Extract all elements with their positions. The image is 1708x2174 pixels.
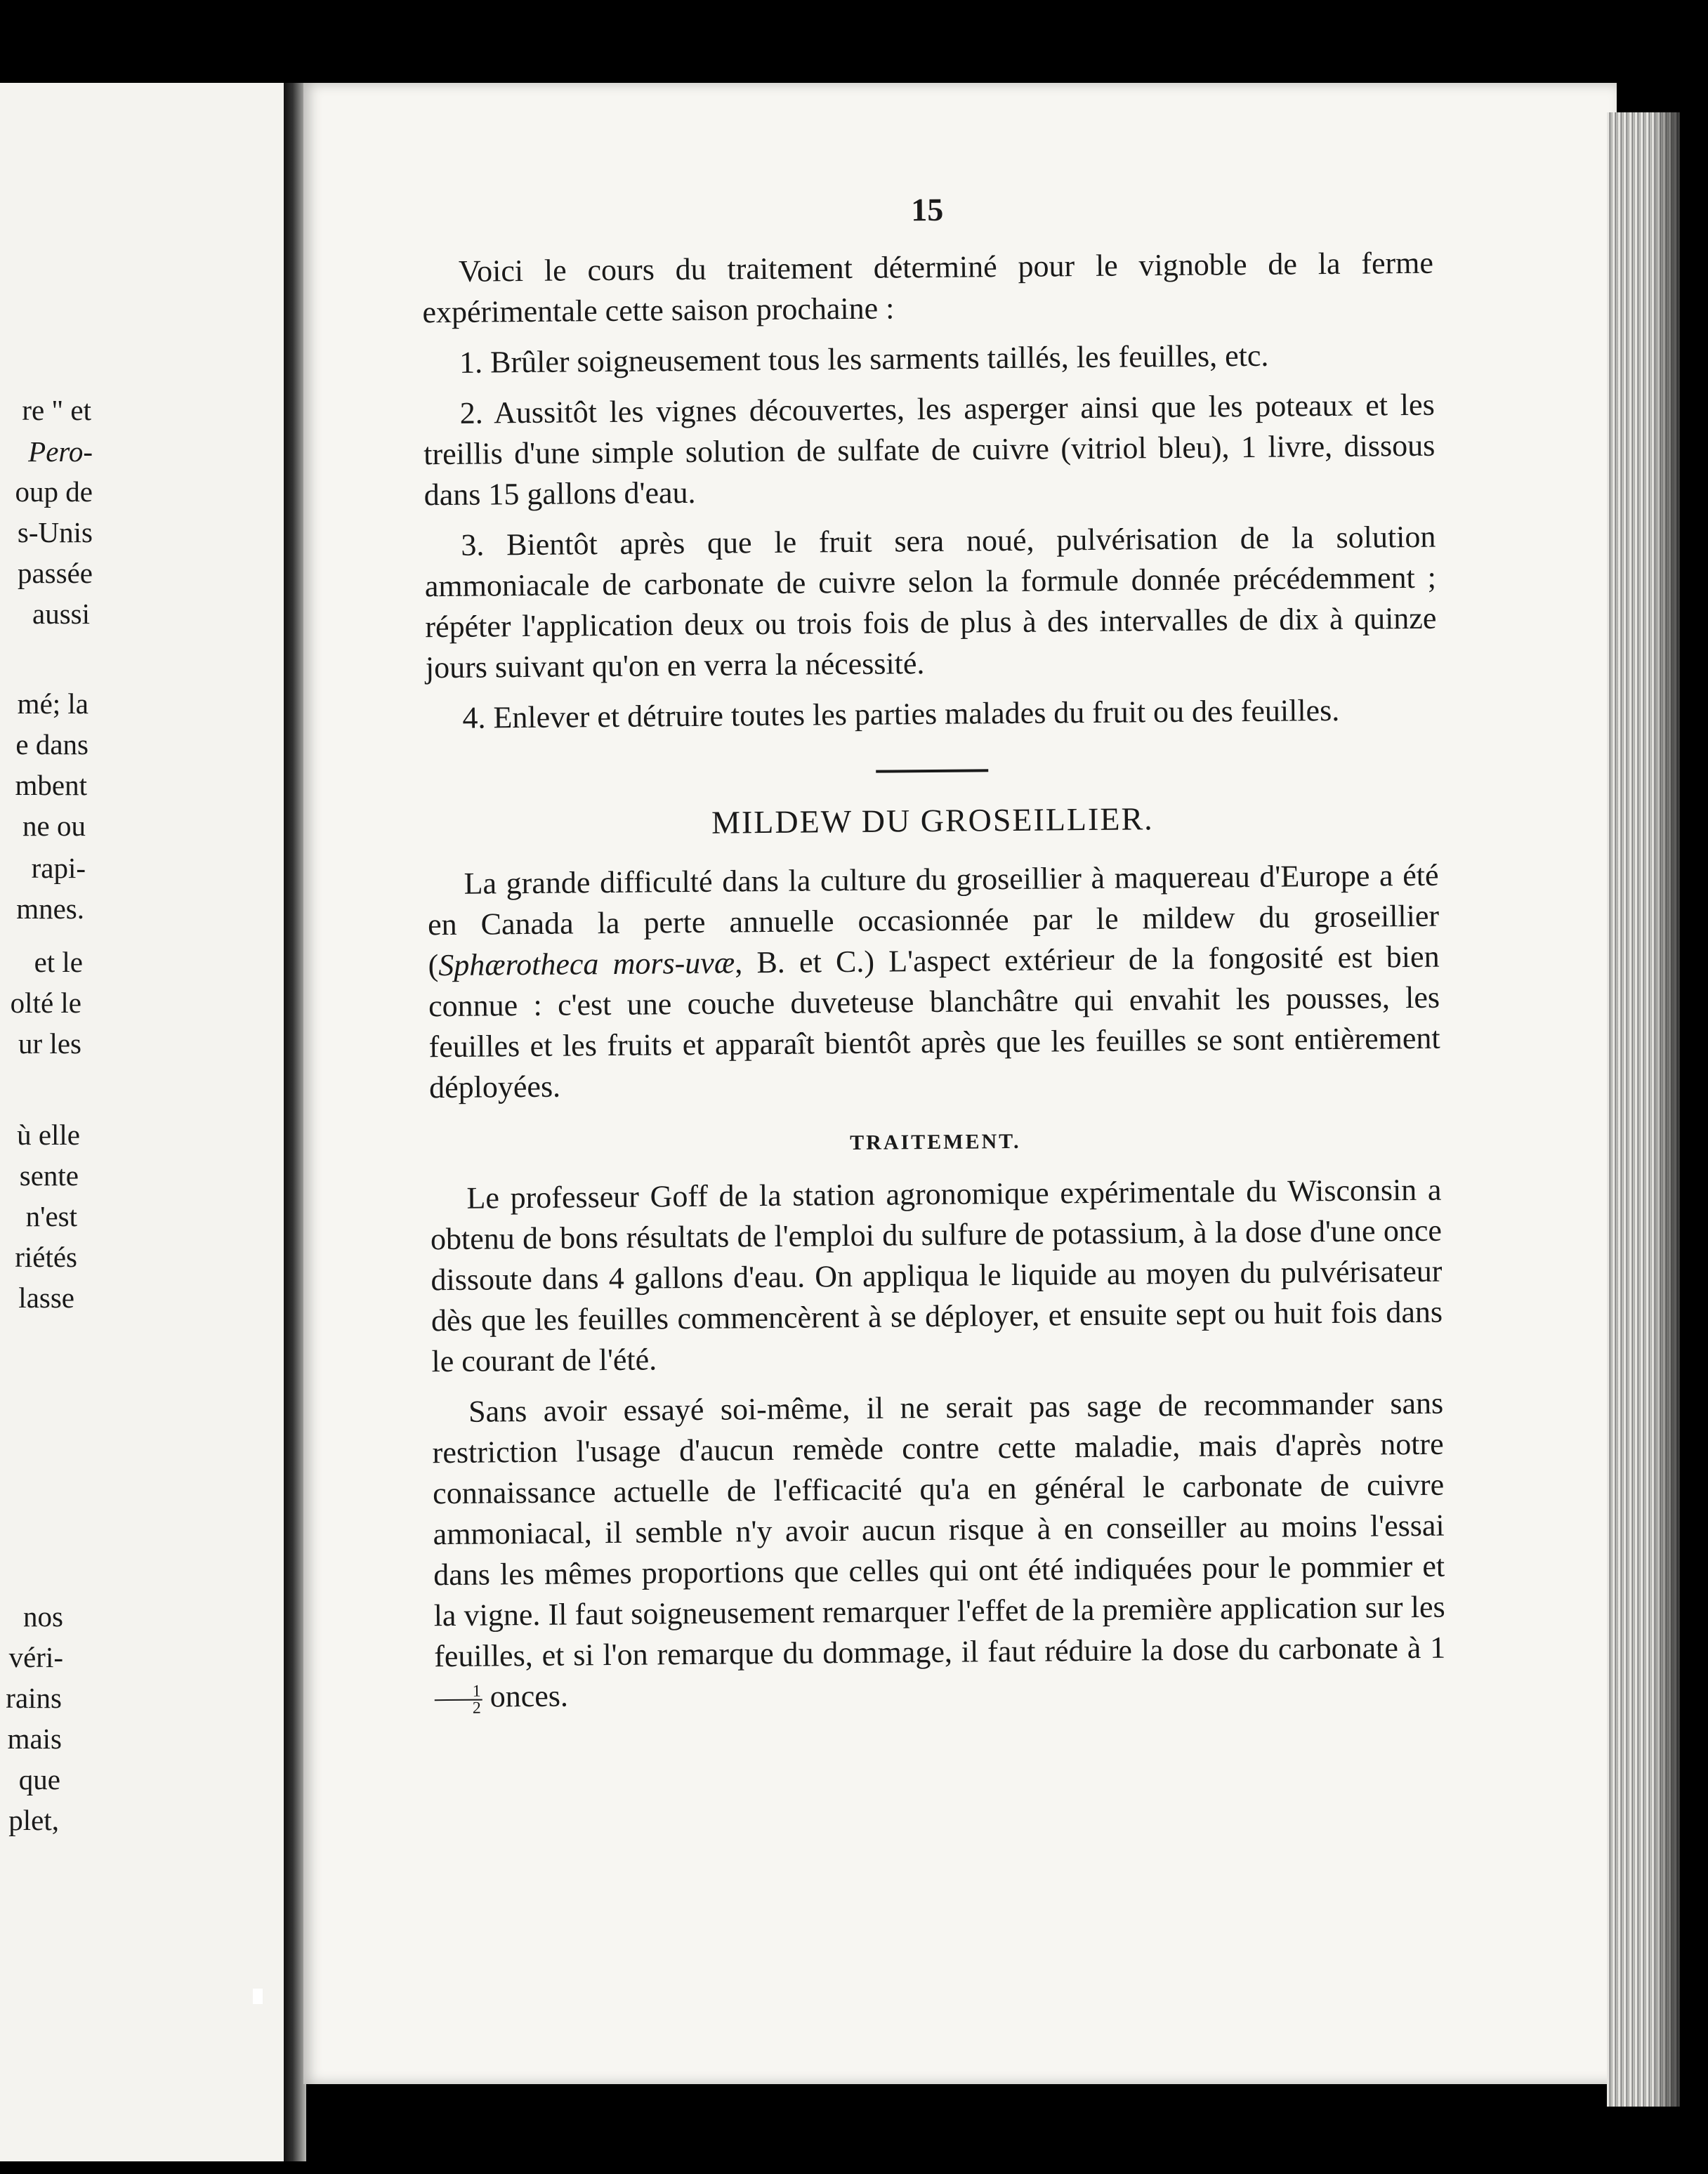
- left-fragment: mnes.: [16, 892, 84, 925]
- section-title: MILDEW DU GROSEILLIER.: [711, 801, 1154, 841]
- left-fragment: et le: [34, 946, 83, 978]
- species-name: Sphærotheca mors-uvæ: [438, 945, 735, 983]
- final-paragraph: [432, 1383, 1446, 1718]
- fraction: [435, 1684, 482, 1717]
- left-fragment: mais: [7, 1722, 62, 1755]
- left-fragment: ù elle: [17, 1119, 80, 1151]
- final-text: Sans avoir essayé soi-même, il ne serait pas sage de recommander sans restriction l'usage d'aucun remède contre cette maladie, mais d'après notre connaissance actuelle de l'efficacité qu'a en général le carbonate de cuivre ammoniacal, il semble n'y avoir aucun risque à en conseiller au moins l'essai dans les mêmes proportions que celles qui ont été indiquées pour le pommier et la vigne. Il faut soigneusement remarquer l'effet de la première application sur les feuilles, et si l'on remarque du dommage, il faut réduire la dose du carbonate à: [432, 1385, 1445, 1674]
- left-fragment: riétés: [15, 1241, 77, 1273]
- left-fragment: lasse: [18, 1282, 74, 1314]
- left-fragment: ne ou: [22, 810, 86, 842]
- intro-paragraph: Voici le cours du traitement déterminé pour le vignoble de la ferme expérimentale cette saison prochaine :: [422, 245, 1434, 330]
- fraction-denominator: 2: [472, 1699, 481, 1718]
- left-fragment: oup de: [15, 475, 93, 508]
- left-fragment: sente: [19, 1159, 79, 1192]
- left-fragment: mé; la: [17, 687, 88, 720]
- left-fragment: que: [18, 1763, 60, 1796]
- left-fragment: passée: [17, 557, 93, 589]
- page-stack-edges: [1607, 112, 1680, 2107]
- left-fragment: n'est: [25, 1200, 77, 1232]
- mildew-text-b: , B. et C.) L'aspect extérieur de la fongosité est bien connue : c'est une couche duveteuse blanchâtre qui envahit les pousses, les feuilles et les fruits et apparaît bientôt après que les feuilles se sont entièrement déployées.: [428, 939, 1440, 1105]
- treatment-step: 4. Enlever et détruire toutes les parties malades du fruit ou des feuilles.: [462, 692, 1340, 735]
- mildew-paragraph: [427, 855, 1440, 1109]
- fraction-numerator: 1: [435, 1684, 482, 1701]
- page-speck: [253, 1989, 263, 2004]
- left-fragment: Pero-: [28, 435, 93, 468]
- mildew-text-a: La grande difficulté dans la culture du groseillier à maquereau d'Europe a été en Canada la perte annuelle occasionnée par le mildew du groseillier (: [427, 857, 1440, 983]
- left-fragment: véri-: [8, 1641, 63, 1673]
- left-fragment: ur les: [18, 1027, 81, 1060]
- left-fragment: nos: [23, 1600, 63, 1633]
- treatment-paragraph: Le professeur Goff de la station agronomique expérimentale du Wisconsin a obtenu de bons résultats de l'emploi du sulfure de potassium, à la dose d'une once dissoute dans 4 gallons d'eau. On appliqua le liquide au moyen du pulvérisateur dès que les feuilles commencèrent à se déployer, et ensuite sept ou huit fois dans le courant de l'été.: [430, 1172, 1443, 1379]
- subsection-title: TRAITEMENT.: [850, 1129, 1021, 1155]
- section-divider: [876, 769, 988, 772]
- page-content: [421, 185, 1446, 1727]
- left-fragment: mbent: [15, 769, 87, 801]
- page-number: 15: [911, 191, 944, 228]
- left-fragment: e dans: [15, 728, 88, 760]
- left-fragment: rains: [6, 1682, 62, 1714]
- left-fragment: re " et: [22, 394, 91, 426]
- treatment-step: 2. Aussitôt les vignes découvertes, les asperger ainsi que les poteaux et les treillis d'une simple solution de sulfate de cuivre (vitriol bleu), 1 livre, dissous dans 15 gallons d'eau.: [423, 387, 1436, 513]
- left-fragment: s-Unis: [17, 516, 93, 548]
- left-fragment: rapi-: [31, 852, 86, 884]
- final-end: onces.: [482, 1678, 569, 1714]
- left-fragment: aussi: [32, 598, 90, 630]
- final-whole-number: 1: [1429, 1630, 1446, 1665]
- treatment-step: 1. Brûler soigneusement tous les sarments taillés, les feuilles, etc.: [459, 338, 1269, 380]
- left-fragment: plet,: [8, 1804, 59, 1836]
- left-facing-page: [0, 83, 284, 2161]
- left-fragment: olté le: [10, 987, 81, 1019]
- treatment-step: 3. Bientôt après que le fruit sera noué, pulvérisation de la solution ammoniacale de carbonate de cuivre selon la formule donnée précédemment ; répéter l'application deux ou trois fois de plus à des intervalles de dix à quinze jours suivant qu'on en verra la nécessité.: [424, 519, 1437, 685]
